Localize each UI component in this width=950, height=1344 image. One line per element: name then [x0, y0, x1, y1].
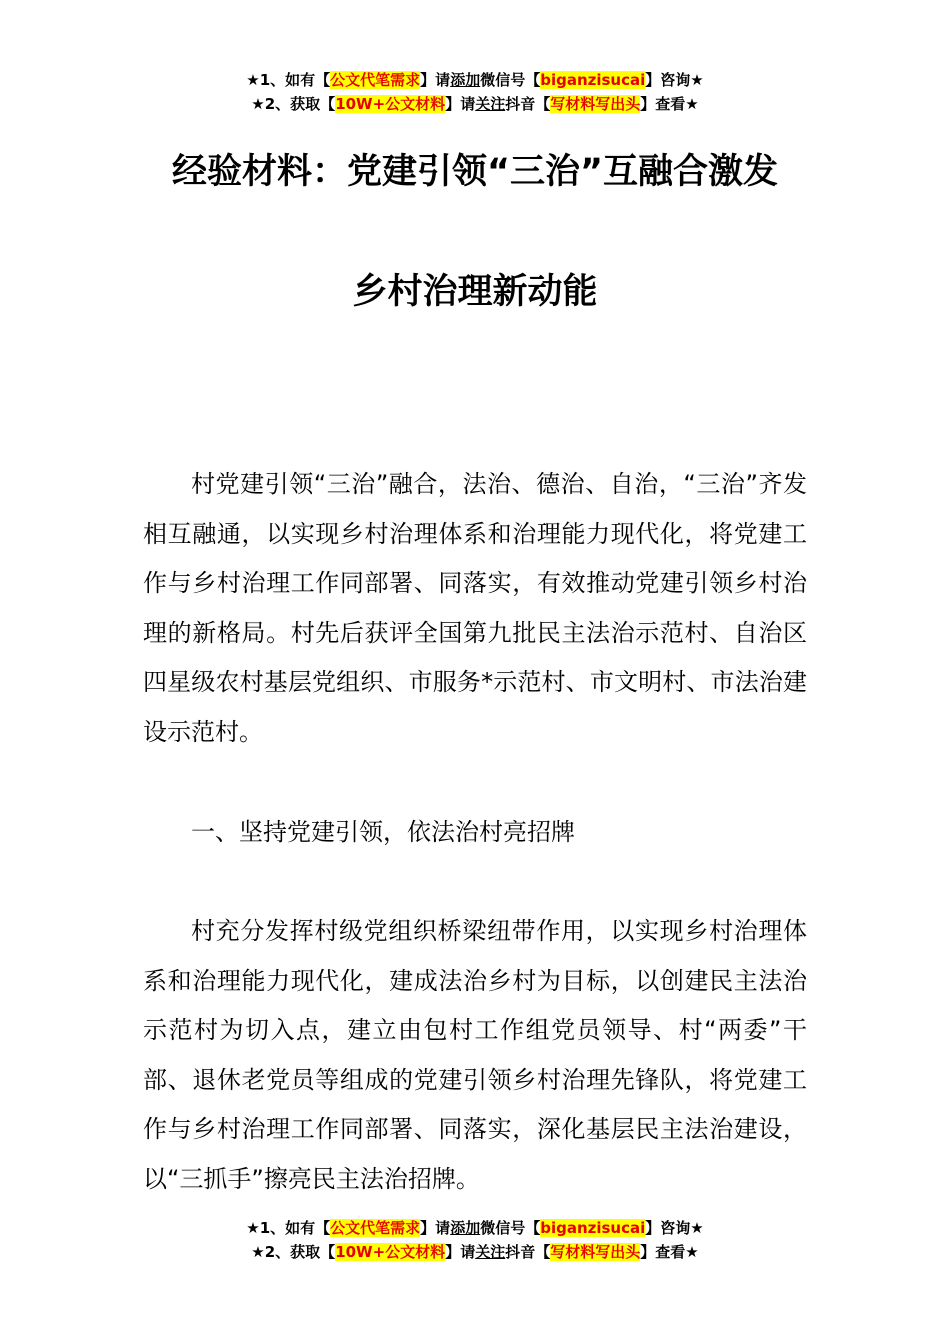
banner-text: ★2、获取【 [251, 1243, 336, 1261]
banner-highlight: biganzisucai [540, 71, 646, 89]
banner-text: ★2、获取【 [251, 95, 336, 113]
banner-highlight: 公文代笔需求 [330, 71, 421, 89]
banner-emphasis: 添加 [450, 71, 481, 89]
banner-text: 】咨询★ [645, 1219, 704, 1237]
body-paragraph-1: 村党建引领“三治”融合，法治、德治、自治，“三治”齐发相互融通，以实现乡村治理体系和治理能力现代化，将党建工作与乡村治理工作同部署、同落实，有效推动党建引领乡村治理的新格局。村先后获评全国第九批民主法治示范村、自治区四星级农村基层党组织、市服务*示范村、市文明村、市法治建设示范村。 [143, 470, 807, 746]
banner-highlight: 10W+公文材料 [335, 95, 446, 113]
banner-emphasis: 关注 [475, 95, 506, 113]
banner-text: 】请 [445, 1243, 476, 1261]
footer-banner [0, 1216, 950, 1264]
banner-emphasis: 添加 [450, 1219, 481, 1237]
document-title-line-1: 经验材料：党建引领“三治”互融合激发 [171, 152, 778, 192]
banner-text: 】咨询★ [645, 71, 704, 89]
banner-text: 】查看★ [640, 1243, 699, 1261]
banner-text: 】请 [445, 95, 476, 113]
header-banner [0, 68, 950, 116]
banner-highlight: 写材料写出头 [550, 95, 641, 113]
banner-text: 】查看★ [640, 95, 699, 113]
banner-line-1 [0, 1216, 950, 1240]
banner-text: ★1、如有【 [246, 71, 331, 89]
body-paragraph-2: 村充分发挥村级党组织桥梁纽带作用，以实现乡村治理体系和治理能力现代化，建成法治乡村为目标，以创建民主法治示范村为切入点，建立由包村工作组党员领导、村“两委”干部、退休老党员等组成的党建引领乡村治理先锋队，将党建工作与乡村治理工作同部署、同落实，深化基层民主法治建设，以“三抓手”擦亮民主法治招牌。 [143, 917, 807, 1193]
banner-highlight: biganzisucai [540, 1219, 646, 1237]
banner-highlight: 10W+公文材料 [335, 1243, 446, 1261]
banner-text: 】请 [420, 1219, 451, 1237]
document-title-line-2: 乡村治理新动能 [352, 272, 598, 312]
banner-highlight: 写材料写出头 [550, 1243, 641, 1261]
section-heading-1: 一、坚持党建引领，依法治村亮招牌 [191, 818, 575, 846]
banner-line-2 [0, 1240, 950, 1264]
banner-text: 抖音【 [505, 95, 551, 113]
banner-line-1 [0, 68, 950, 92]
banner-text: 微信号【 [480, 71, 541, 89]
banner-emphasis: 关注 [475, 1243, 506, 1261]
banner-highlight: 公文代笔需求 [330, 1219, 421, 1237]
banner-text: ★1、如有【 [246, 1219, 331, 1237]
banner-text: 微信号【 [480, 1219, 541, 1237]
banner-line-2 [0, 92, 950, 116]
banner-text: 抖音【 [505, 1243, 551, 1261]
banner-text: 】请 [420, 71, 451, 89]
